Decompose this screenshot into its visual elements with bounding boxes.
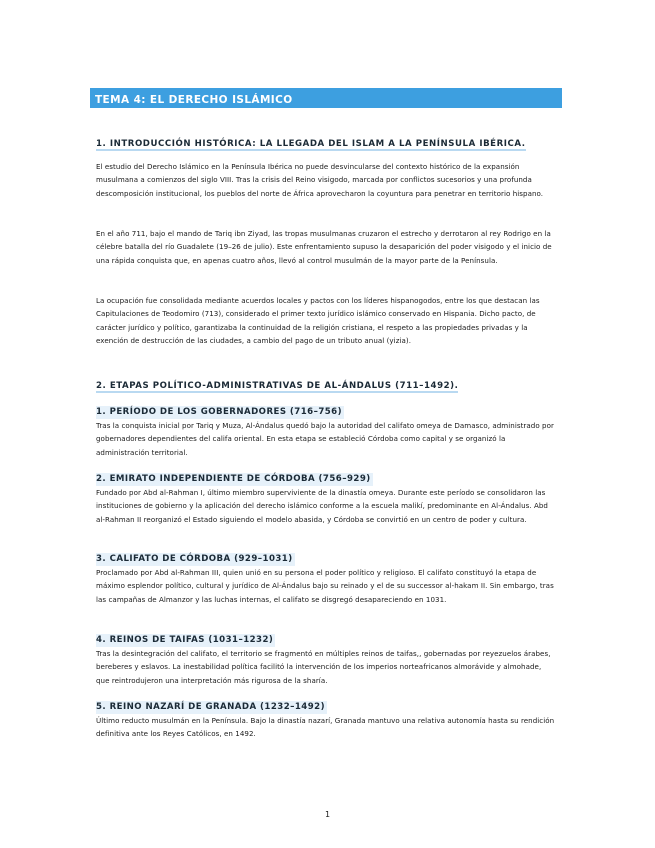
section-2-heading: 2. ETAPAS POLÍTICO-ADMINISTRATIVAS DE AL-ÁNDALUS (711–1492). (96, 381, 459, 391)
subsection-3-text: Proclamado por Abd al-Rahman III, quien unió en su persona el poder político y religioso. El califato constituyó la etapa de máximo esplendor político, cultural y jurídico de Al-Ándalus bajo su reinado y el de su successor al-hakam II. Sin embargo, tras las campañas de Almanzor y las luchas internas, el califato se disgregó desapareciendo en 1031. (96, 568, 554, 604)
subsection-1-text: Tras la conquista inicial por Tariq y Muza, Al-Ándalus quedó bajo la autoridad del califato omeya de Damasco, administrado por gobernadores dependientes del califa oriental. En esta etapa se estableció Córdoba como capital y se organizó la administración territorial. (96, 421, 554, 457)
section-1-heading: 1. INTRODUCCIÓN HISTÓRICA: LA LLEGADA DEL ISLAM A LA PENÍNSULA IBÉRICA. (96, 139, 526, 149)
subsection-4-heading: 4. REINOS DE TAIFAS (1031–1232) (96, 635, 274, 645)
subsection-2-text: Fundado por Abd al-Rahman I, último miembro superviviente de la dinastía omeya. Durante este período se consolidaron las instituciones de gobierno y la aplicación del derecho islámico conforme a la escuela malikí, predominante en Al-Ándalus. Abd al-Rahman II reorganizó el Estado siguiendo el modelo abasida, y Córdoba se convirtió en un centro de poder y cultura. (96, 488, 548, 524)
section-1-paragraph-1: El estudio del Derecho Islámico en la Península Ibérica no puede desvincularse del contexto histórico de la expansión musulmana a comienzos del siglo VIII. Tras la crisis del Reino visigodo, marcada por conflictos sucesorios y una profunda descomposición institucional, los pueblos del norte de África aprovecharon la coyuntura para penetrar en territorio hispano. (96, 162, 544, 198)
subsection-1-heading: 1. PERÍODO DE LOS GOBERNADORES (716–756) (96, 407, 342, 417)
page-number: 1 (324, 810, 331, 819)
subsection-2-heading: 2. EMIRATO INDEPENDIENTE DE CÓRDOBA (756–929) (96, 474, 371, 484)
section-1-heading-block (96, 131, 556, 151)
subsection-3-heading: 3. CALIFATO DE CÓRDOBA (929–1031) (96, 554, 293, 564)
topic-title-bar (90, 88, 562, 108)
subsection-2 (96, 466, 556, 526)
section-1-paragraph-3: La ocupación fue consolidada mediante acuerdos locales y pactos con los líderes hispanogodos, entre los que destacan las Capitulaciones de Teodomiro (713), considerado el primer texto jurídico islámico conservado en Hispania. Dicho pacto, de carácter jurídico y político, garantizaba la continuidad de la religión cristiana, el respeto a las propiedades privadas y la exención de destrucción de las ciudades, a cambio del pago de un tributo anual (yizia). (96, 296, 540, 346)
section-1-paragraph-2-block (96, 227, 556, 267)
subsection-4-text: Tras la desintegración del califato, el territorio se fragmentó en múltiples reinos de taifas,, gobernadas por reyezuelos árabes, bereberes y eslavos. La inestabilidad política facilitó la intervención de los imperios norteafricanos almorávide y almohade, que reintrodujeron una interpretación más rigurosa de la sharía. (96, 649, 551, 685)
section-2-heading-block (96, 373, 556, 393)
section-1-paragraph-2: En el año 711, bajo el mando de Tariq ibn Ziyad, las tropas musulmanas cruzaron el estrecho y derrotaron al rey Rodrigo en la célebre batalla del río Guadalete (19–26 de julio). Este enfrentamiento supuso la desaparición del poder visigodo y el inicio de una rápida conquista que, en apenas cuatro años, llevó al control musulmán de la mayor parte de la Península. (96, 229, 552, 265)
subsection-4 (96, 627, 556, 687)
subsection-5-text: Último reducto musulmán en la Península. Bajo la dinastía nazarí, Granada mantuvo una relativa autonomía hasta su rendición definitiva ante los Reyes Católicos, en 1492. (96, 716, 555, 739)
subsection-5 (96, 694, 556, 741)
section-1-paragraph-1-block (96, 160, 556, 200)
subsection-5-heading: 5. REINO NAZARÍ DE GRANADA (1232–1492) (96, 702, 325, 712)
subsection-1 (96, 399, 556, 459)
subsection-3 (96, 546, 556, 606)
topic-title: TEMA 4: EL DERECHO ISLÁMICO (95, 94, 293, 106)
section-1-paragraph-3-block (96, 294, 556, 348)
